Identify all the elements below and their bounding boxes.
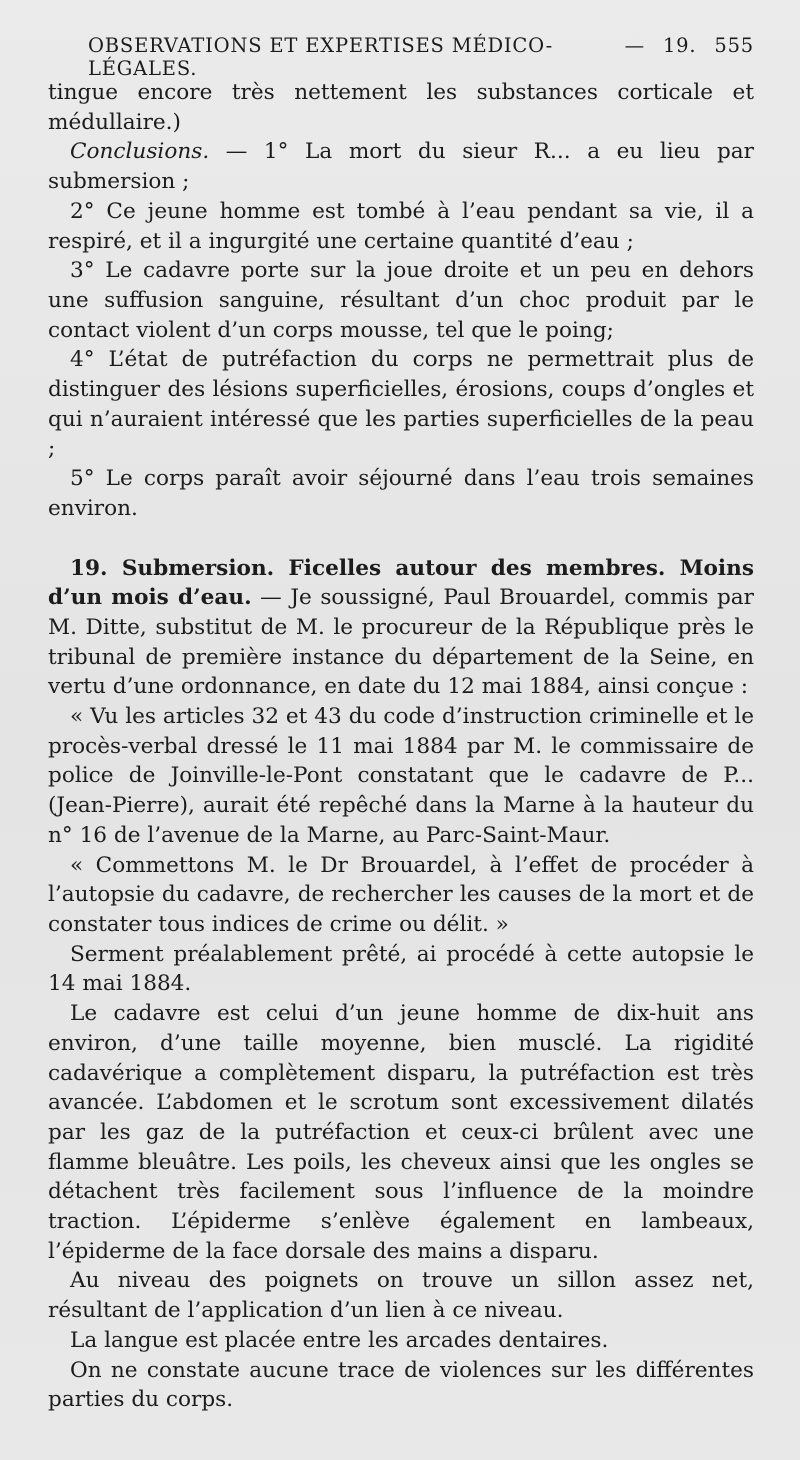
tongue-paragraph: La langue est placée entre les arcades dentaires. [70,1327,609,1353]
conclusion-5: 5° Le corps paraît avoir séjourné dans l’eau trois semaines environ. [48,466,754,521]
section-intro-text: — Je soussigné, Paul Brouardel, commis par M. Ditte, substitut de M. le procureur de la République près le tribunal de première instance du département de la Seine, en vertu d’une ordonnance, en date du 12 mai 1884, ainsi conçue : [48,585,754,700]
quote-paragraph-2: « Commettons M. le Dr Brouardel, à l’effet de procéder à l’autopsie du cadavre, de rechercher les causes de la mort et de constater tous indices de crime ou délit. » [48,852,754,937]
running-head-dash: — [624,34,645,57]
running-head [88,34,754,80]
oath-paragraph: Serment préalablement prêté, ai procédé à cette autopsie le 14 mai 1884. [48,941,754,997]
section-19-intro [48,554,754,703]
conclusion-2: 2° Ce jeune homme est tombé à l’eau pendant sa vie, il a respiré, et il a ingurgité une certaine quantité d’eau ; [48,198,754,254]
conclusion-3: 3° Le cadavre porte sur la joue droite et un peu en dehors une suffusion sanguine, résultant d’un choc produit par le contact violent d’un corps mousse, tel que le poing; [48,258,754,343]
page-number: 555 [714,34,754,57]
quote-paragraph-1: « Vu les articles 32 et 43 du code d’instruction criminelle et le procès-verbal dressé le 11 mai 1884 par M. le commissaire de police de Joinville-le-Pont constatant que le cadavre de P... (Jean-Pierre), aurait été repêché dans la Marne à la hauteur du n° 16 de l’avenue de la Marne, au Parc-Saint-Maur. [48,704,754,848]
body-text [48,78,754,1415]
conclusion-1: — 1° La mort du sieur R... a eu lieu par submersion ; [48,139,754,195]
cadaver-description: Le cadavre est celui d’un jeune homme de dix-huit ans environ, d’une taille moyenne, bien musclé. La rigidité cadavérique a complètement disparu, la putréfaction est très avancée. L’abdomen et le scrotum sont excessivement dilatés par les gaz de la putréfaction et ceux-ci brûlent avec une flamme bleuâtre. Les poils, les cheveux ainsi que les ongles se détachent très facilement sous l’influence de la moindre traction. L’épiderme s’enlève également en lambeaux, l’épiderme de la face dorsale des mains a disparu. [48,1001,754,1264]
observation-number: 19. [662,34,697,57]
section-heading: 19. Submersion. Ficelles autour des membres. Moins d’un mois d’eau. [48,555,754,611]
section-gap [48,524,754,554]
violence-paragraph: On ne constate aucune trace de violences sur les différentes parties du corps. [48,1357,754,1413]
conclusions-label: Conclusions. [70,139,210,165]
running-head-right [625,34,754,57]
conclusions-paragraph [48,137,754,196]
wrist-paragraph: Au niveau des poignets on trouve un sillon assez net, résultant de l’application d’un lien à ce niveau. [48,1268,754,1324]
running-title: OBSERVATIONS ET EXPERTISES MÉDICO-LÉGALES. [88,34,554,80]
paragraph-continuation: tingue encore très nettement les substances corticale et médullaire.) [48,80,754,135]
conclusion-4: 4° L’état de putréfaction du corps ne permettrait plus de distinguer des lésions superficielles, érosions, coups d’ongles et qui n’auraient intéressé que les parties superficielles de la peau ; [48,347,754,462]
